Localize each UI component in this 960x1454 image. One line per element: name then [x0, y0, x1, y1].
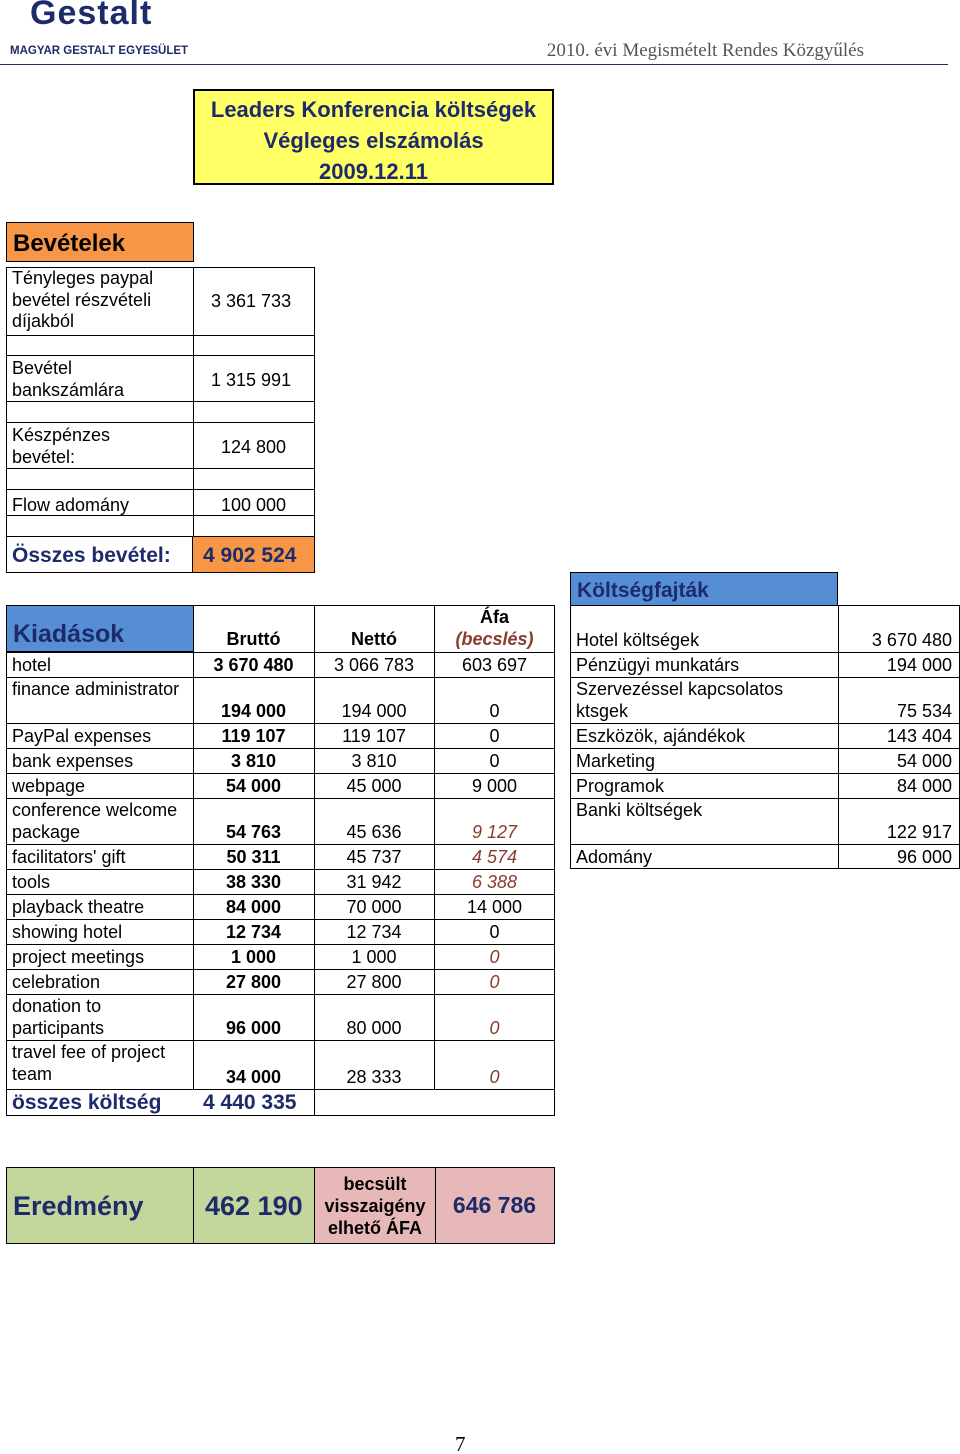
- expense-gross-value: 27 800: [225, 972, 282, 992]
- expense-row-label: playback theatre: [12, 897, 145, 917]
- row-divider: [570, 844, 960, 845]
- expense-gross-value: 54 000: [225, 776, 282, 796]
- header-divider: [0, 64, 948, 65]
- expense-row-label: finance administrator: [12, 679, 180, 699]
- cost-type-label: Marketing: [576, 751, 656, 771]
- cost-type-value: 3 670 480: [871, 630, 952, 650]
- expense-gross-value: 84 000: [225, 897, 282, 917]
- expense-net-value: 194 000: [341, 701, 407, 721]
- report-title-box: [193, 89, 554, 185]
- cost-type-label: Programok: [576, 776, 665, 796]
- income-row-value: 1 315 991: [211, 370, 292, 390]
- expense-gross-value: 38 330: [225, 872, 282, 892]
- row-divider: [570, 652, 960, 653]
- income-heading-cell: [6, 222, 194, 262]
- result-value: 462 190: [205, 1191, 303, 1221]
- row-divider: [6, 869, 555, 870]
- expense-gross-value: 3 810: [230, 751, 277, 771]
- document-header-title: 2010. évi Megismételt Rendes Közgyűlés: [546, 40, 864, 61]
- row-divider: [6, 748, 555, 749]
- income-row-label: Flow adomány: [12, 495, 130, 515]
- expense-row-label: tools: [12, 872, 51, 892]
- expense-row-label: showing hotel: [12, 922, 123, 942]
- expense-vat-value: 9 000: [471, 776, 518, 796]
- cost-type-label: Pénzügyi munkatárs: [576, 655, 740, 675]
- income-row-label-text: Készpénzes bevétel:: [12, 425, 111, 467]
- cost-type-value: 96 000: [896, 847, 952, 867]
- cost-type-value: 194 000: [886, 655, 952, 675]
- expense-gross-value: 12 734: [225, 922, 282, 942]
- expense-gross-value: 119 107: [221, 726, 286, 746]
- cost-type-value: 84 000: [896, 776, 952, 796]
- expense-gross-value: 1 000: [230, 947, 277, 967]
- row-divider: [6, 944, 555, 945]
- row-divider: [6, 919, 555, 920]
- row-divider: [6, 723, 555, 724]
- expense-gross-value: 96 000: [225, 1018, 282, 1038]
- expense-vat-value: 0: [489, 751, 500, 771]
- expense-net-value: 70 000: [346, 897, 402, 917]
- expense-row-label: bank expenses: [12, 751, 134, 771]
- income-total-label: Összes bevétel:: [12, 544, 171, 567]
- report-title: Leaders Konferencia költségek: [210, 97, 537, 122]
- income-row-value: 100 000: [221, 495, 287, 515]
- cost-type-label: Banki költségek: [576, 800, 703, 820]
- expense-net-value: 27 800: [346, 972, 402, 992]
- expense-gross-value: 194 000: [220, 701, 287, 721]
- expense-row-label: donation to participants: [12, 996, 105, 1038]
- row-divider: [570, 748, 960, 749]
- cost-type-label: Eszközök, ajándékok: [576, 726, 746, 746]
- expense-net-value: 3 810: [351, 751, 397, 771]
- expense-net-value: 80 000: [346, 1018, 402, 1038]
- col-header-gross: Bruttó: [226, 629, 281, 649]
- row-divider: [570, 773, 960, 774]
- income-row-value: 124 800: [221, 437, 287, 457]
- row-divider: [6, 969, 555, 970]
- expense-net-value: 119 107: [342, 726, 406, 746]
- income-row-label: [12, 358, 162, 401]
- expense-gross-value: 3 670 480: [213, 655, 294, 675]
- expense-net-value: 45 737: [346, 847, 402, 867]
- cost-type-value: 54 000: [896, 751, 952, 771]
- report-date: 2009.12.11: [319, 159, 428, 184]
- expense-row-label: travel fee of project team: [12, 1042, 166, 1084]
- expense-vat-value: 0: [489, 1067, 500, 1087]
- col-header-net: Nettó: [351, 629, 397, 649]
- row-divider: [6, 773, 555, 774]
- income-row-value: 3 361 733: [211, 291, 292, 311]
- expense-vat-value: 0: [489, 1018, 500, 1038]
- income-row-label-text: Tényleges paypal bevétel részvételi díjakból: [12, 268, 154, 331]
- expenses-total-value: 4 440 335: [203, 1091, 297, 1114]
- expense-gross-value: 50 311: [226, 847, 281, 867]
- expense-row-label: webpage: [12, 776, 86, 796]
- row-divider: [570, 723, 960, 724]
- expense-vat-value: 0: [489, 726, 500, 746]
- cost-types-heading-cell: [570, 572, 838, 606]
- cost-type-value: 143 404: [886, 726, 952, 746]
- expense-vat-value: 603 697: [461, 655, 528, 675]
- expense-vat-value: 6 388: [471, 872, 518, 892]
- expense-net-value: 28 333: [346, 1067, 402, 1087]
- income-row-label: [12, 425, 142, 468]
- col-header-vat: Áfa: [479, 607, 509, 627]
- expense-net-value: 3 066 783: [333, 655, 415, 675]
- expense-row-label: hotel: [12, 655, 52, 675]
- col-header-vat-estimate: (becslés): [455, 629, 534, 649]
- cost-type-label: Hotel költségek: [576, 630, 700, 650]
- cost-type-value: 75 534: [896, 701, 952, 721]
- result-label: Eredmény: [13, 1191, 144, 1221]
- result-cell: [6, 1167, 315, 1244]
- vat-reclaim-cell: [314, 1167, 555, 1244]
- expenses-total-label: összes költség: [12, 1091, 162, 1114]
- expense-vat-value: 0: [489, 922, 500, 942]
- expenses-header-row: [193, 605, 555, 652]
- cost-types-heading: Költségfajták: [577, 579, 709, 602]
- logo-subtitle: MAGYAR GESTALT EGYESÜLET: [10, 45, 189, 57]
- vat-reclaim-label-3: elhető ÁFA: [327, 1218, 422, 1238]
- expense-vat-value: 0: [489, 972, 500, 992]
- expense-row-label: PayPal expenses: [12, 726, 152, 746]
- expense-vat-value: 14 000: [466, 897, 523, 917]
- expense-vat-value: 4 574: [471, 847, 518, 867]
- cost-type-value: 122 917: [886, 822, 952, 842]
- expense-net-value: 1 000: [351, 947, 397, 967]
- income-row-label: [12, 268, 182, 333]
- expense-vat-value: 9 127: [471, 822, 518, 842]
- page-number: 7: [455, 1432, 466, 1454]
- expense-row-label: project meetings: [12, 947, 145, 967]
- vat-reclaim-value: 646 786: [452, 1192, 537, 1218]
- expense-row-label: celebration: [12, 972, 101, 992]
- logo: Gestalt: [30, 0, 153, 32]
- expense-vat-value: 0: [489, 701, 500, 721]
- vat-reclaim-label-1: becsült: [343, 1174, 407, 1194]
- row-divider: [6, 894, 555, 895]
- expense-row-label: conference welcome package: [12, 800, 178, 842]
- expenses-heading: Kiadások: [13, 620, 125, 648]
- expenses-heading-cell: [6, 605, 194, 652]
- cost-type-label: Szervezéssel kapcsolatos ktsgek: [576, 679, 784, 721]
- expense-gross-value: 54 763: [225, 822, 282, 842]
- income-total-value: 4 902 524: [203, 544, 297, 567]
- report-subtitle: Végleges elszámolás: [263, 128, 484, 153]
- income-row-label-text: Bevétel bankszámlára: [12, 358, 125, 400]
- expense-net-value: 31 942: [346, 872, 402, 892]
- income-heading: Bevételek: [13, 230, 126, 257]
- expense-net-value: 45 000: [346, 776, 402, 796]
- row-divider: [6, 844, 555, 845]
- expense-vat-value: 0: [489, 947, 500, 967]
- expense-row-label: facilitators' gift: [12, 847, 126, 867]
- expense-net-value: 45 636: [346, 822, 402, 842]
- vat-reclaim-label-2: visszaigény: [324, 1196, 426, 1216]
- cost-type-label: Adomány: [576, 847, 653, 867]
- expense-net-value: 12 734: [346, 922, 402, 942]
- expense-gross-value: 34 000: [225, 1067, 282, 1087]
